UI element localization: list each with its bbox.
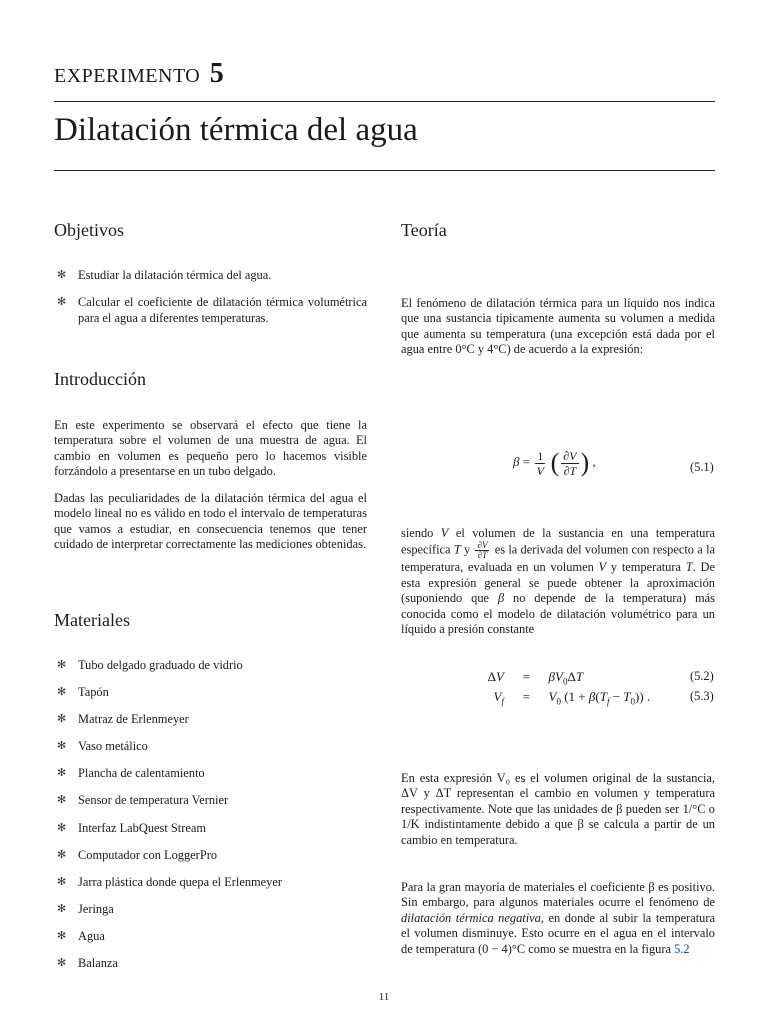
list-item-text: Matraz de Erlenmeyer: [78, 712, 189, 727]
chapter-label-text: EXPERIMENTO: [54, 65, 201, 87]
list-item-text: Jeringa: [78, 901, 114, 916]
list-item-text: Calcular el coeficiente de dilatación térmica volumétrica para el agua a diferentes temperaturas.: [78, 295, 367, 325]
list-item-text: Vaso metálico: [78, 739, 148, 754]
equation-number-5-1: (5.1): [690, 460, 714, 474]
list-item: [54, 848, 367, 863]
bullet-asterisk-icon: ✻: [57, 659, 67, 671]
figure-reference-link[interactable]: 5.2: [674, 941, 690, 956]
list-item: [54, 766, 367, 781]
section-title-objetivos: Objetivos: [54, 220, 124, 240]
section-title-introduccion: Introducción: [54, 369, 146, 389]
header-rule-bottom: [54, 170, 715, 171]
bullet-asterisk-icon: ✻: [57, 821, 67, 834]
list-item-text: Interfaz LabQuest Stream: [78, 820, 206, 835]
list-item-text: Balanza: [78, 956, 118, 971]
list-item-text: Estudiar la dilatación térmica del agua.: [78, 268, 272, 282]
list-item: [54, 739, 367, 754]
bullet-asterisk-icon: ✻: [57, 713, 67, 726]
chapter-title: Dilatación térmica del agua: [54, 112, 418, 148]
bullet-asterisk-icon: ✻: [57, 794, 67, 807]
header-rule-top: [54, 101, 715, 102]
list-item-text: Sensor de temperatura Vernier: [78, 793, 229, 808]
list-item: [54, 793, 367, 808]
list-item: [54, 929, 367, 944]
chapter-number: 5: [209, 58, 225, 89]
list-item: [54, 268, 367, 283]
equation-number-5-2: (5.2): [690, 669, 714, 683]
materiales-list: [54, 658, 367, 983]
bullet-asterisk-icon: ✻: [57, 957, 67, 970]
list-item: [54, 658, 367, 673]
list-item-text: Tapón: [78, 685, 109, 700]
list-item-text: Plancha de calentamiento: [78, 766, 205, 781]
list-item-text: Tubo delgado graduado de vidrio: [78, 658, 243, 672]
bullet-asterisk-icon: ✻: [57, 929, 67, 942]
list-item: [54, 295, 367, 326]
list-item-text: Computador con LoggerPro: [78, 847, 218, 862]
equation-5-1: β = $\frac{1}{V}$ ( $\frac{\partial V}{\partial T}$ ) ,: [513, 448, 596, 478]
equation-5-3: $V_f = V_0$ $(1 + \beta(T_f - T_0))$ .: [493, 689, 651, 707]
objetivos-list: [54, 268, 367, 326]
list-item: [54, 875, 367, 890]
list-item: [54, 902, 367, 917]
bullet-asterisk-icon: ✻: [57, 296, 67, 309]
bullet-asterisk-icon: ✻: [57, 875, 67, 888]
teoria-paragraph-1: El fenómeno de dilatación térmica para un líquido nos indica que una sustancia típicamente aumenta su volumen a medida que aumenta su temperatura (una excepción está dada por el agua entre 0°C y 4°C) de acuerdo a la expresión:: [401, 296, 715, 357]
teoria-paragraph-3: En esta expresión V₀ es el volumen original de la sustancia, ΔV y ΔT representan el cambio en volumen y temperatura respectivamente. Note que las unidades de β pueden ser 1/°C o 1/K indistintamente debido a que β se calcula a partir de un cambio en temperatura.: [401, 771, 715, 847]
list-item: [54, 821, 367, 836]
bullet-asterisk-icon: ✻: [57, 902, 67, 915]
list-item: [54, 685, 367, 700]
section-title-materiales: Materiales: [54, 610, 130, 630]
teoria-paragraph-4: Para la gran mayoría de materiales el coeficiente β es positivo. Sin embargo, para algunos materiales ocurre el fenómeno de dilatación térmica negativa, en donde al subir la temperatura el volumen disminuye. Esto ocurre en el agua en el intervalo de temperatura (0 − 4)°C como se muestra en la figura 5.2: [401, 880, 715, 956]
bullet-asterisk-icon: ✻: [57, 740, 67, 753]
list-item: [54, 712, 367, 727]
list-item-text: Jarra plástica donde quepa el Erlenmeyer: [78, 874, 283, 889]
bullet-asterisk-icon: ✻: [57, 686, 67, 699]
bullet-asterisk-icon: ✻: [57, 767, 67, 780]
intro-paragraph-1: En este experimento se observará el efecto que tiene la temperatura sobre el volumen de una muestra de agua. El cambio en volumen es pequeño pero lo hacemos visible forzándolo a presentarse en un tubo delgado.: [54, 418, 367, 479]
chapter-label: [54, 58, 224, 90]
list-item-text: Agua: [78, 928, 105, 943]
bullet-asterisk-icon: ✻: [57, 269, 67, 281]
teoria-paragraph-2: siendo V el volumen de la sustancia en una temperatura específica T y $\frac{\partial V}{\partial T}$ es la derivada del volumen con respecto a la temperatura, evaluada en un volumen V y temperatura T. De esta expresión general se puede obtener la aproximación (suponiendo que β no depende de la temperatura) más conocida como el modelo de dilatación volumétrico para un líquido a presión constante: [401, 526, 716, 637]
equation-5-2: $\Delta V = \beta V_0\Delta T$: [487, 669, 584, 687]
bullet-asterisk-icon: ✻: [57, 848, 67, 861]
intro-paragraph-2: Dadas las peculiaridades de la dilatación térmica del agua el modelo lineal no es válido en todo el intervalo de temperaturas que vamos a estudiar, en consecuencia tenemos que tener cuidado de interpretar correctamente las mediciones obtenidas.: [54, 491, 367, 552]
equation-number-5-3: (5.3): [690, 689, 714, 703]
section-title-teoria: Teoría: [401, 220, 447, 240]
list-item: [54, 956, 367, 971]
page-number: 11: [378, 991, 390, 1003]
